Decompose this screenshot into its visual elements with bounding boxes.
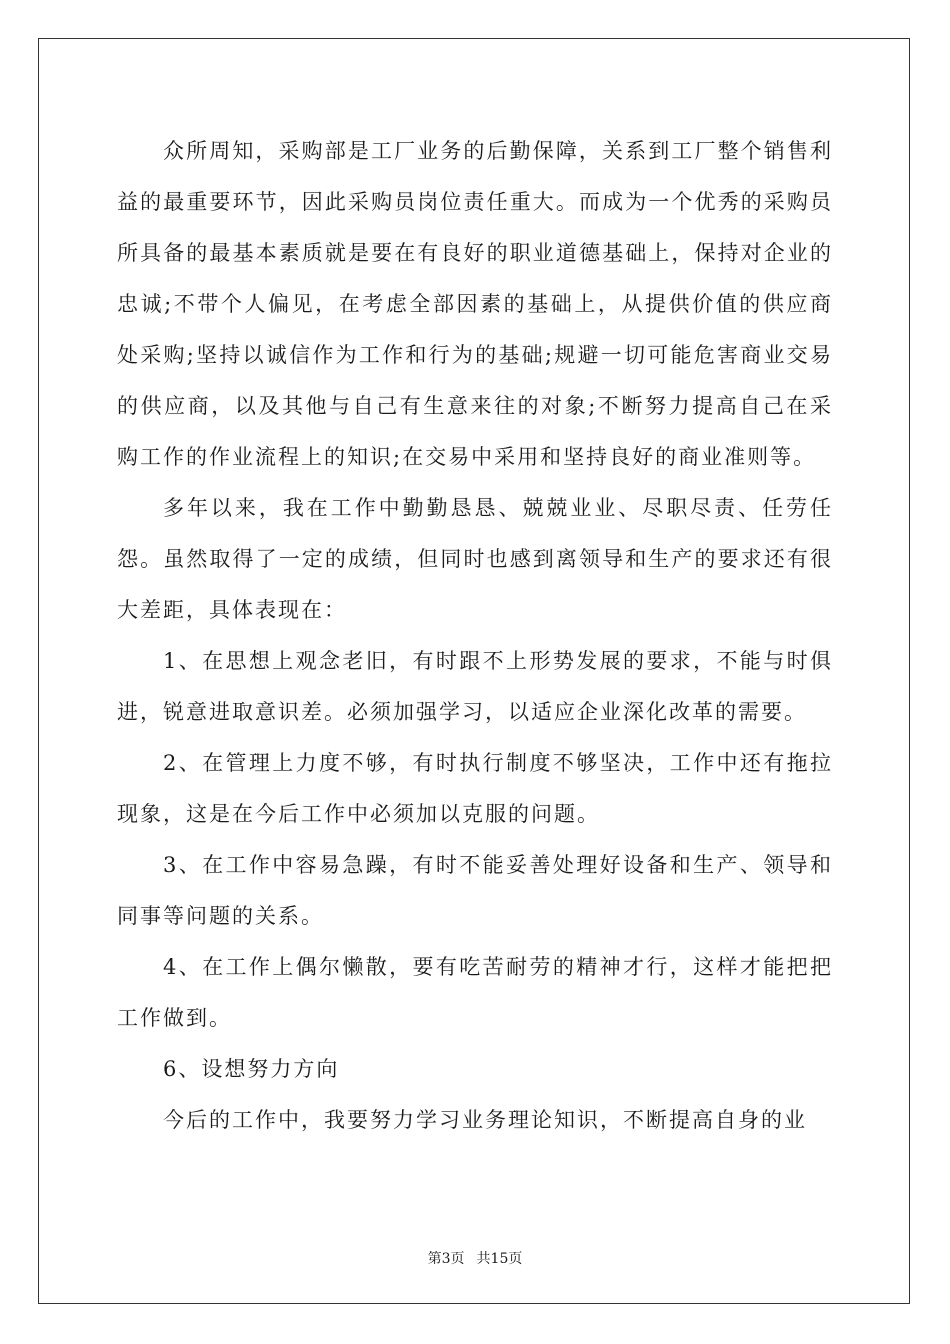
- paragraph-summary: 多年以来，我在工作中勤勤恳恳、兢兢业业、尽职尽责、任劳任怨。虽然取得了一定的成绩，但同时也感到离领导和生产的要求还有很大差距，具体表现在：: [117, 496, 833, 622]
- paragraph-heading-6: 6、设想努力方向: [163, 1057, 340, 1081]
- paragraph-item-1: 1、在思想上观念老旧，有时跟不上形势发展的要求，不能与时俱进，锐意进取意识差。必须加强学习，以适应企业深化改革的需要。: [117, 649, 833, 724]
- page-number: 第3页: [427, 1251, 465, 1267]
- paragraph-item-4: 4、在工作上偶尔懒散，要有吃苦耐劳的精神才行，这样才能把把工作做到。: [117, 955, 833, 1030]
- document-body: [117, 126, 833, 1146]
- paragraph-intro: 众所周知，采购部是工厂业务的后勤保障，关系到工厂整个销售利益的最重要环节，因此采购员岗位责任重大。而成为一个优秀的采购员所具备的最基本素质就是要在有良好的职业道德基础上，保持对企业的忠诚;不带个人偏见，在考虑全部因素的基础上，从提供价值的供应商处采购;坚持以诚信作为工作和行为的基础;规避一切可能危害商业交易的供应商，以及其他与自己有生意来往的对象;不断努力提高自己在采购工作的作业流程上的知识;在交易中采用和坚持良好的商业准则等。: [117, 139, 833, 469]
- page-total: 共15页: [476, 1251, 523, 1267]
- paragraph-item-2: 2、在管理上力度不够，有时执行制度不够坚决，工作中还有拖拉现象，这是在今后工作中必须加以克服的问题。: [117, 751, 833, 826]
- paragraph-item-3: 3、在工作中容易急躁，有时不能妥善处理好设备和生产、领导和同事等问题的关系。: [117, 853, 833, 928]
- paragraph-future: 今后的工作中，我要努力学习业务理论知识，不断提高自身的业: [163, 1108, 807, 1132]
- page-footer: [0, 1248, 950, 1268]
